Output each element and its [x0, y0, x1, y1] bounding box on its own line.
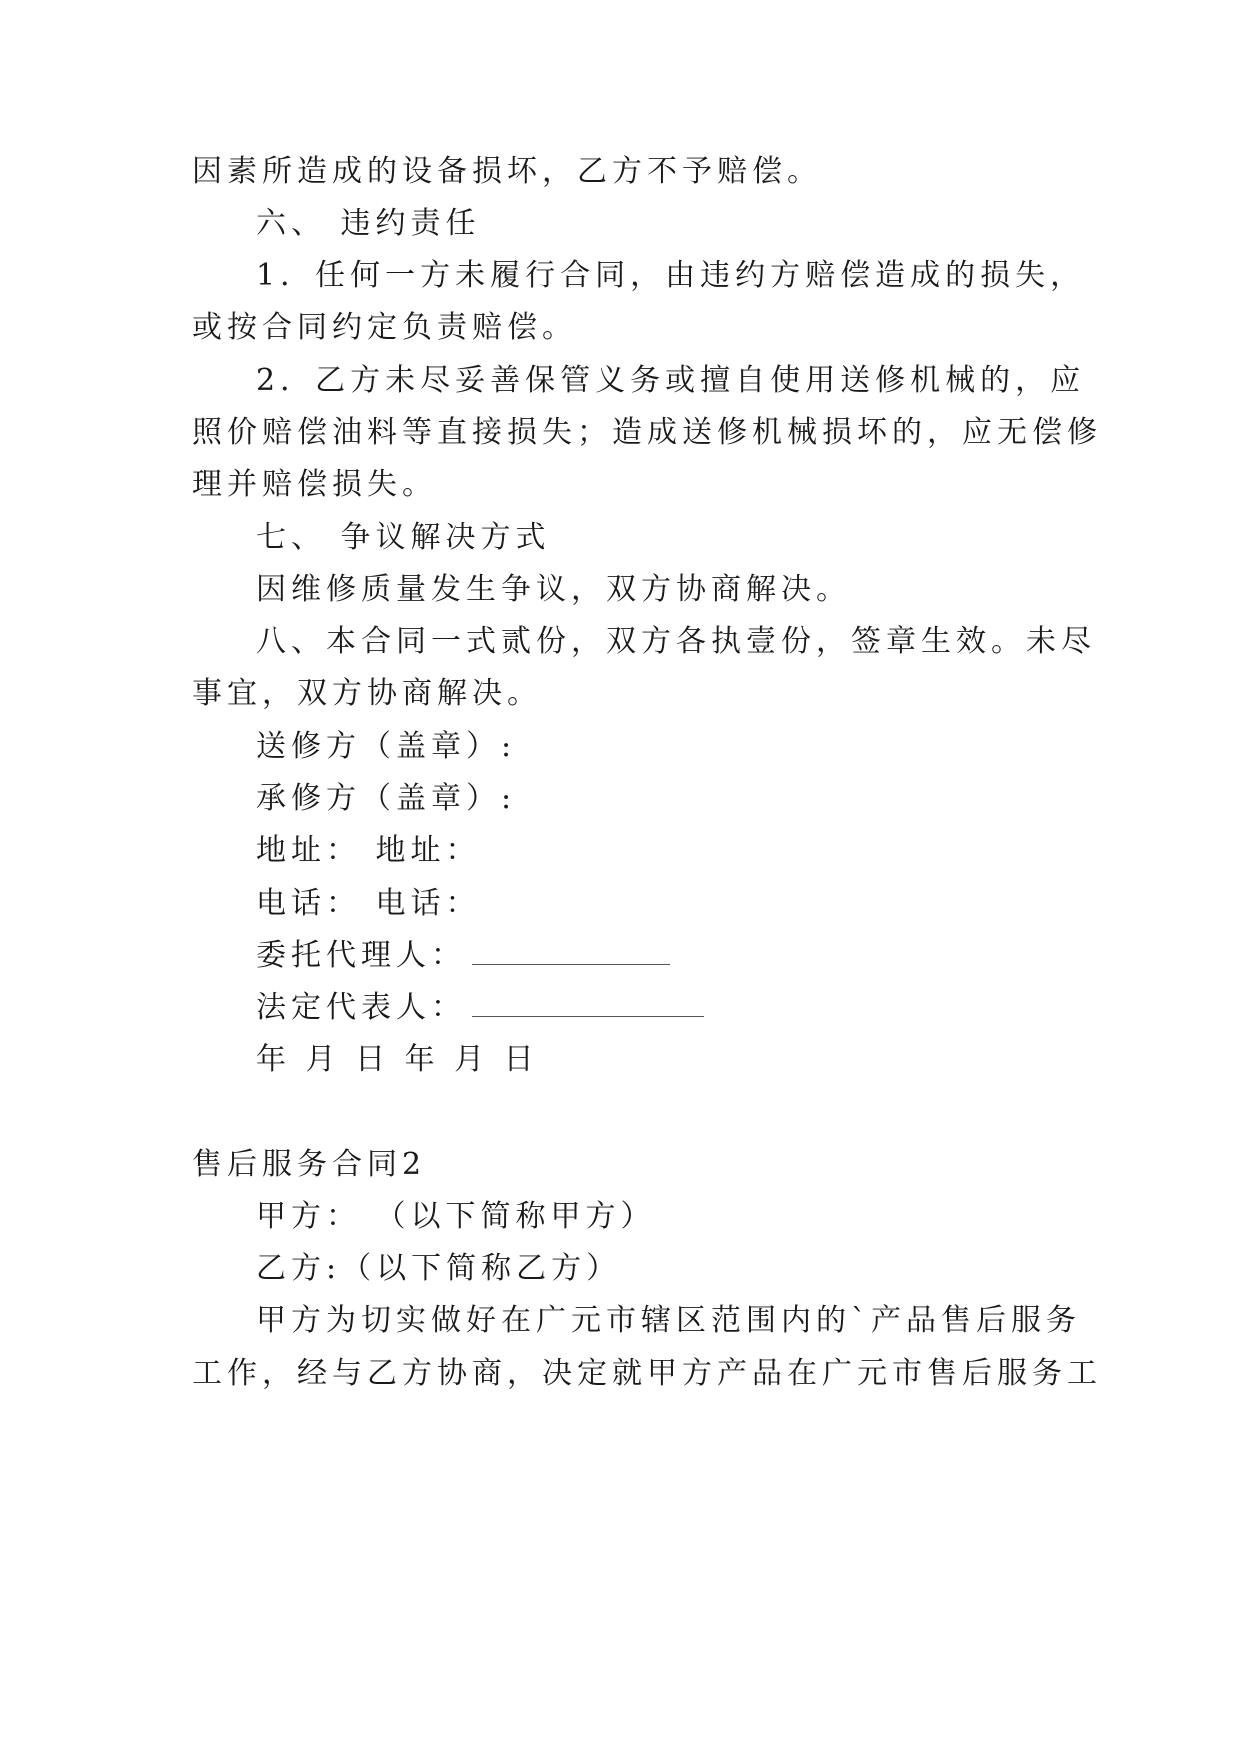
paragraph-line: 工作，经与乙方协商，决定就甲方产品在广元市售后服务工 — [192, 1356, 1102, 1391]
party-b-line: 乙方:（以下简称乙方） — [256, 1251, 622, 1286]
agent-line — [256, 936, 670, 976]
address-labels: 地址： 地址： — [256, 833, 481, 868]
date-line: 年 月 日 年 月 日 — [256, 1042, 539, 1077]
agent-label: 委托代理人： — [256, 938, 466, 973]
paragraph-line: 因维修质量发生争议，双方协商解决。 — [256, 572, 851, 607]
repairer-stamp-label: 承修方（盖章）: — [256, 781, 517, 816]
paragraph-line: 因素所造成的设备损坏，乙方不予赔偿。 — [192, 154, 822, 189]
clause-line: 八、本合同一式贰份，双方各执壹份，签章生效。未尽 — [256, 624, 1096, 659]
paragraph-line: 照价赔偿油料等直接损失；造成送修机械损坏的，应无偿修 — [192, 415, 1102, 450]
legal-rep-line — [256, 988, 704, 1028]
paragraph-line: 理并赔偿损失。 — [192, 467, 437, 502]
phone-labels: 电话： 电话： — [256, 886, 481, 921]
paragraph-line: 或按合同约定负责赔偿。 — [192, 310, 577, 345]
sender-stamp-label: 送修方（盖章）: — [256, 729, 517, 764]
legal-rep-label: 法定代表人： — [256, 990, 466, 1025]
paragraph-line: 事宜，双方协商解决。 — [192, 676, 542, 711]
agent-blank — [472, 940, 670, 965]
section-heading-breach: 六、 违约责任 — [256, 206, 481, 241]
document-title: 售后服务合同2 — [192, 1147, 427, 1182]
party-a-line: 甲方： （以下简称甲方） — [256, 1199, 656, 1234]
legal-rep-blank — [472, 992, 704, 1017]
clause-line: 1．任何一方未履行合同，由违约方赔偿造成的损失， — [256, 258, 1086, 293]
paragraph-line: 甲方为切实做好在广元市辖区范围内的`产品售后服务 — [256, 1303, 1081, 1338]
section-heading-dispute: 七、 争议解决方式 — [256, 520, 551, 555]
clause-line: 2．乙方未尽妥善保管义务或擅自使用送修机械的，应 — [256, 363, 1086, 398]
